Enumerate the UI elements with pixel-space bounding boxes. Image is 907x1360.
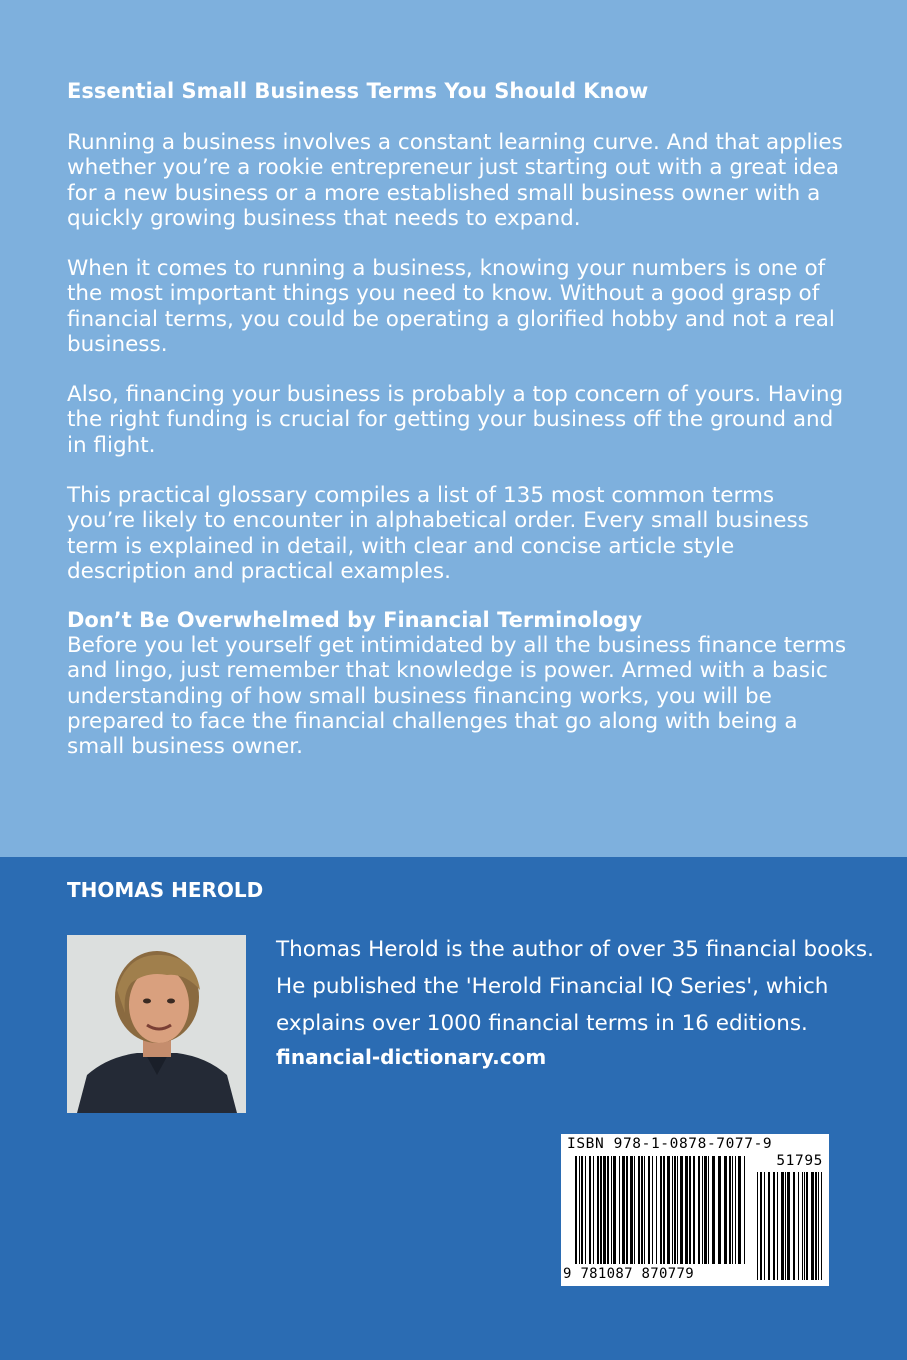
paragraph-financing: Also, financing your business is probably a top concern of yours. Having the right funding is crucial for getting your business off the ground and in flight. [67,382,844,458]
paragraph-glossary: This practical glossary compiles a list of 135 most common terms you’re likely to encounter in alphabetical order. Every small business term is explained in detail, with clear and concise article style description and practical examples. [67,483,809,584]
barcode-bars [561,1134,829,1286]
heading-dont-be-overwhelmed: Don’t Be Overwhelmed by Financial Terminology [67,608,643,632]
author-name: THOMAS HEROLD [67,878,264,902]
paragraph-learning-curve: Running a business involves a constant learning curve. And that applies whether you’re a rookie entrepreneur just starting out with a great idea for a new business or a more established small business owner with a quickly growing business that needs to expand. [67,130,843,231]
paragraph-knowledge-power: Before you let yourself get intimidated by all the business finance terms and lingo, just remember that knowledge is power. Armed with a basic understanding of how small business financing works, you will be prepared to face the financial challenges that go along with being a small business owner. [67,633,847,760]
author-photo [67,935,246,1113]
author-portrait-illustration [67,935,246,1113]
author-bio: Thomas Herold is the author of over 35 financial books. He published the 'Herold Financial IQ Series', which explains over 1000 financial terms in 16 editions. [276,937,874,1036]
paragraph-know-numbers: When it comes to running a business, knowing your numbers is one of the most important things you need to know. Without a good grasp of financial terms, you could be operating a glorified hobby and not a real business. [67,256,835,357]
barcode-digits: 9 781087 870779 [563,1266,694,1282]
isbn-barcode [561,1134,829,1286]
barcode-addon-number: 51795 [776,1153,823,1169]
isbn-label: ISBN 978-1-0878-7077-9 [567,1136,773,1152]
author-website-link[interactable]: financial-dictionary.com [276,1045,547,1069]
heading-essential-terms: Essential Small Business Terms You Should Know [67,79,649,103]
